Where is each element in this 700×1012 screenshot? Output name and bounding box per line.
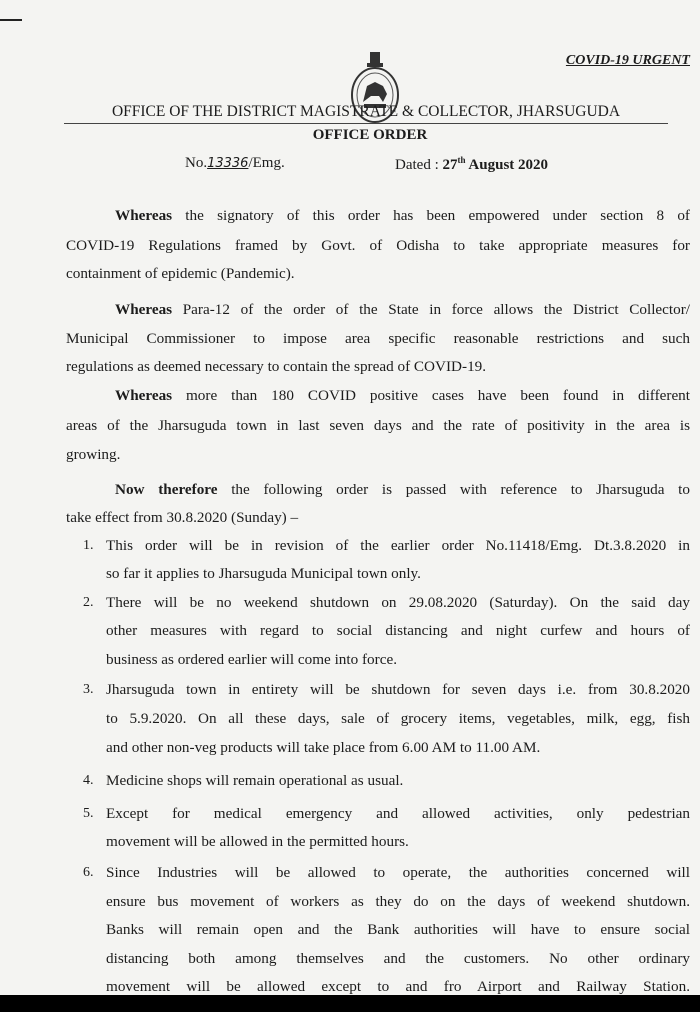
date-day: 27 <box>442 157 458 173</box>
paragraph-line: Whereas more than 180 COVID positive cases have been found in different <box>115 387 690 404</box>
order-title: OFFICE ORDER <box>312 127 428 143</box>
paragraph-lead: Whereas <box>115 207 173 224</box>
paragraph-line: areas of the Jharsuguda town in last seven days and the rate of positivity in the area is <box>66 417 690 434</box>
paragraph-line: Whereas Para-12 of the order of the State in force allows the District Collector/ <box>115 301 690 318</box>
list-number: 5. <box>83 806 94 821</box>
urgent-tag: COVID-19 URGENT <box>565 53 690 68</box>
paragraph-line: regulations as deemed necessary to contain the spread of COVID-19. <box>66 358 487 375</box>
list-item-line: movement will be allowed except to and fro Airport and Railway Station. <box>106 978 690 995</box>
list-number: 4. <box>83 773 94 788</box>
list-item-line: There will be no weekend shutdown on 29.08.2020 (Saturday). On the said day <box>106 594 690 611</box>
list-item-line: Medicine shops will remain operational as usual. <box>106 772 404 789</box>
list-item-line: Banks will remain open and the Bank authorities will have to ensure social <box>106 921 690 938</box>
list-item-line: Except for medical emergency and allowed activities, only pedestrian <box>106 805 690 822</box>
office-heading: OFFICE OF THE DISTRICT MAGISTRATE & COLLECTOR, JHARSUGUDA <box>64 103 668 124</box>
order-number-value: 13336 <box>207 156 249 171</box>
list-item-line: Jharsuguda town in entirety will be shutdown for seven days i.e. from 30.8.2020 <box>106 681 690 698</box>
paragraph-lead: Now therefore <box>115 481 218 498</box>
screen-bottom-bar <box>0 995 700 1012</box>
order-number-prefix: No. <box>185 155 208 171</box>
date-label: Dated : <box>395 157 443 173</box>
list-item-line: Since Industries will be allowed to operate, the authorities concerned will <box>106 864 690 881</box>
paragraph-lead: Whereas <box>115 301 173 318</box>
list-item-line: to 5.9.2020. On all these days, sale of grocery items, vegetables, milk, egg, fish <box>106 710 690 727</box>
list-item-line: so far it applies to Jharsuguda Municipal town only. <box>106 565 421 582</box>
order-number <box>185 155 285 172</box>
list-item-line: and other non-veg products will take place from 6.00 AM to 11.00 AM. <box>106 739 541 756</box>
list-item-line: distancing both among themselves and the customers. No other ordinary <box>106 950 690 967</box>
list-item-line: This order will be in revision of the earlier order No.11418/Emg. Dt.3.8.2020 in <box>106 537 690 554</box>
list-number: 2. <box>83 595 94 610</box>
list-number: 6. <box>83 865 94 880</box>
order-date <box>395 155 548 174</box>
paragraph-line: Now therefore the following order is passed with reference to Jharsuguda to <box>115 481 690 498</box>
list-item-line: business as ordered earlier will come into force. <box>106 651 397 668</box>
paragraph-line: Municipal Commissioner to impose area specific reasonable restrictions and such <box>66 330 690 347</box>
paragraph-lead: Whereas <box>115 387 173 404</box>
list-item-line: other measures with regard to social distancing and night curfew and hours of <box>106 622 690 639</box>
paragraph-line: growing. <box>66 446 121 463</box>
date-rest: August 2020 <box>465 157 549 173</box>
paragraph-line: Whereas the signatory of this order has been empowered under section 8 of <box>115 207 690 224</box>
date-sup: th <box>457 155 466 165</box>
edge-mark <box>0 19 22 21</box>
list-item-line: movement will be allowed in the permitted hours. <box>106 833 409 850</box>
list-number: 3. <box>83 682 94 697</box>
order-number-suffix: /Emg. <box>248 155 285 171</box>
list-number: 1. <box>83 538 94 553</box>
paragraph-line: containment of epidemic (Pandemic). <box>66 265 295 282</box>
list-item-line: ensure bus movement of workers as they do on the days of weekend shutdown. <box>106 893 690 910</box>
paragraph-line: take effect from 30.8.2020 (Sunday) – <box>66 509 299 526</box>
paragraph-line: COVID-19 Regulations framed by Govt. of Odisha to take appropriate measures for <box>66 237 690 254</box>
